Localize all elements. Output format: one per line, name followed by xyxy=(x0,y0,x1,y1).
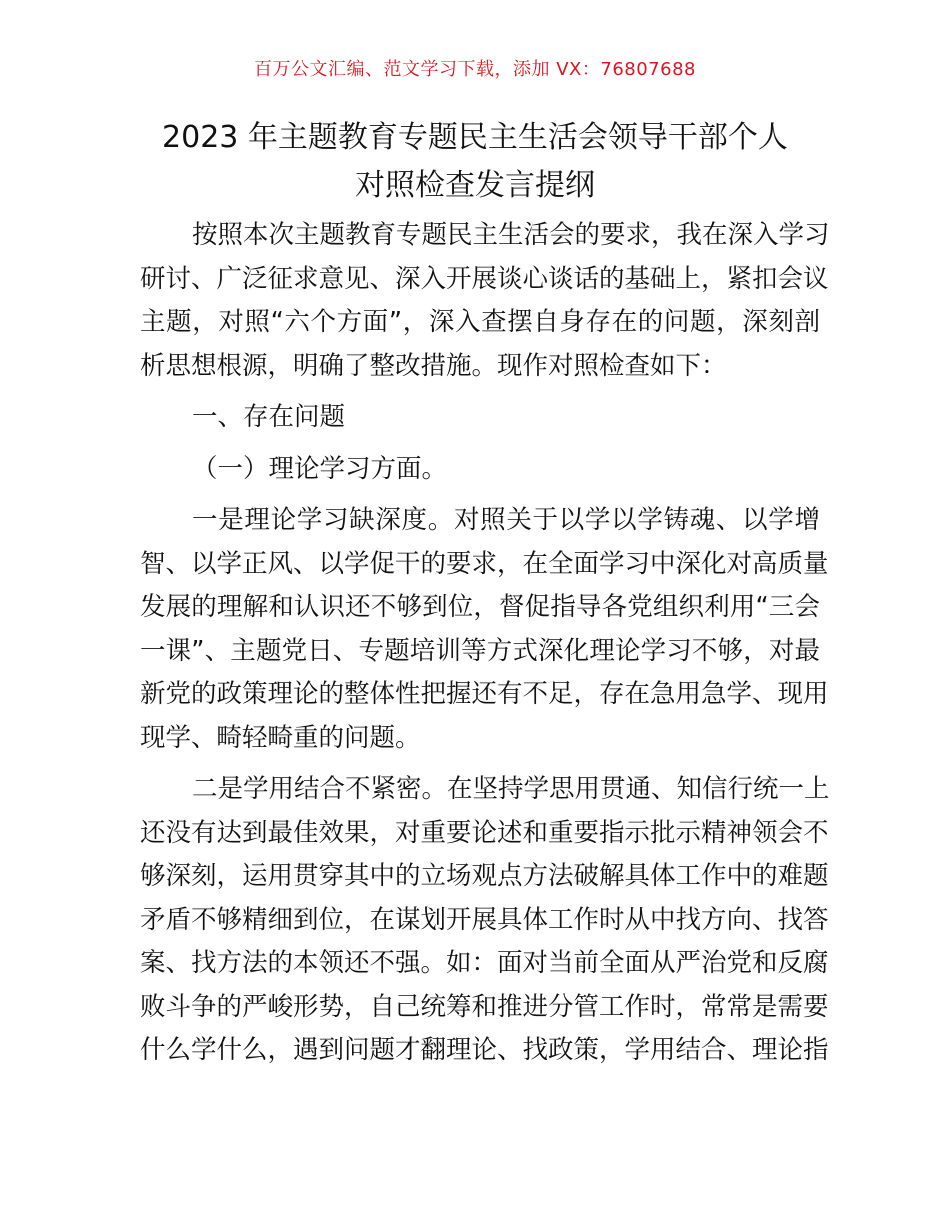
point-2-paragraph xyxy=(140,768,830,1073)
subsection-heading: （一）理论学习方面。 xyxy=(192,453,448,484)
paragraph-line: 按照本次主题教育专题民主生活会的要求，我在深入学习 xyxy=(192,220,830,250)
paragraph-line: 研讨、广泛征求意见、深入开展谈心谈话的基础上，紧扣会议 xyxy=(140,263,829,294)
paragraph-line: 主题，对照“六个方面”，深入查摆自身存在的问题，深刻剖 xyxy=(140,307,820,337)
section-heading: 一、存在问题 xyxy=(192,402,346,432)
paragraph-line: 什么学什么，遇到问题才翻理论、找政策，学用结合、理论指 xyxy=(140,1035,829,1065)
paragraph-line: 一课”、主题党日、专题培训等方式深化理论学习不够，对最 xyxy=(140,635,820,666)
title-line-2: 对照检查发言提纲 xyxy=(355,168,595,203)
paragraph-line: 矛盾不够精细到位，在谋划开展具体工作时从中找方向、找答 xyxy=(140,904,829,935)
intro-paragraph xyxy=(140,214,830,388)
title-line-1: 2023 年主题教育专题民主生活会领导干部个人 xyxy=(162,120,788,155)
document-title xyxy=(100,114,850,210)
header-watermark: 百万公文汇编、范文学习下载，添加 VX：76807688 xyxy=(254,59,696,80)
paragraph-line: 败斗争的严峻形势，自己统筹和推进分管工作时，常常是需要 xyxy=(140,991,829,1022)
paragraph-line: 二是学用结合不紧密。在坚持学思用贯通、知信行统一上 xyxy=(192,774,830,804)
paragraph-line: 还没有达到最佳效果，对重要论述和重要指示批示精神领会不 xyxy=(140,817,829,848)
paragraph-line: 案、找方法的本领还不强。如：面对当前全面从严治党和反腐 xyxy=(140,948,829,978)
paragraph-line: 现学、畸轻畸重的问题。 xyxy=(140,722,421,753)
point-1-paragraph xyxy=(140,499,829,760)
paragraph-line: 发展的理解和认识还不够到位，督促指导各党组织利用“三会 xyxy=(140,592,820,622)
paragraph-line: 够深刻，运用贯穿其中的立场观点方法破解具体工作中的难题 xyxy=(140,861,829,891)
document-body xyxy=(140,214,830,1073)
paragraph-line: 新党的政策理论的整体性把握还有不足，存在急用急学、现用 xyxy=(140,679,829,709)
paragraph-line: 一是理论学习缺深度。对照关于以学以学铸魂、以学增 xyxy=(192,505,820,535)
paragraph-line: 智、以学正风、以学促干的要求，在全面学习中深化对高质量 xyxy=(140,548,829,579)
paragraph-line: 析思想根源，明确了整改措施。现作对照检查如下： xyxy=(140,350,727,381)
